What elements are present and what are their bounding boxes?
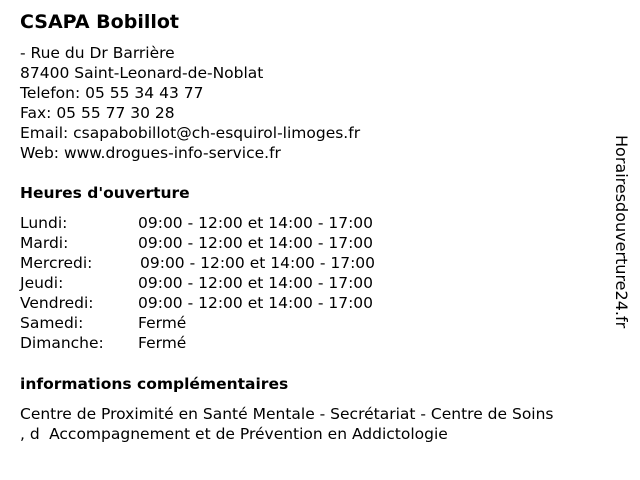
fax-number: Fax: 05 55 77 30 28 <box>20 104 175 122</box>
city-address: 87400 Saint-Leonard-de-Noblat <box>20 64 264 82</box>
day-hours: 09:00 - 12:00 et 14:00 - 17:00 <box>138 294 374 312</box>
additional-info-line: Centre de Proximité en Santé Mentale - Secrétariat - Centre de Soins <box>20 405 554 423</box>
street-address: - Rue du Dr Barrière <box>20 44 175 62</box>
day-hours: 09:00 - 12:00 et 14:00 - 17:00 <box>140 254 376 272</box>
hours-row <box>20 213 440 233</box>
watermark <box>612 135 634 345</box>
additional-info-heading: informations complémentaires <box>20 375 289 393</box>
opening-hours-heading: Heures d'ouverture <box>20 184 190 202</box>
day-label: Lundi: <box>20 214 68 232</box>
day-label: Samedi: <box>20 314 84 332</box>
email-address: Email: csapabobillot@ch-esquirol-limoges.fr <box>20 124 361 142</box>
hours-row <box>20 333 440 353</box>
hours-row <box>20 313 440 333</box>
day-hours: 09:00 - 12:00 et 14:00 - 17:00 <box>138 234 374 252</box>
website: Web: www.drogues-info-service.fr <box>20 144 281 162</box>
day-label: Mercredi: <box>20 254 93 272</box>
hours-row <box>20 233 440 253</box>
watermark-text: Horairesdouverture24.fr <box>612 135 631 329</box>
additional-info-text <box>20 404 628 444</box>
day-label: Vendredi: <box>20 294 94 312</box>
day-hours: 09:00 - 12:00 et 14:00 - 17:00 <box>138 274 374 292</box>
day-hours: Fermé <box>138 334 187 352</box>
phone-number: Telefon: 05 55 34 43 77 <box>20 84 204 102</box>
day-hours: Fermé <box>138 314 187 332</box>
contact-block <box>20 43 360 163</box>
hours-row <box>20 273 440 293</box>
day-label: Jeudi: <box>20 274 64 292</box>
page-title: CSAPA Bobillot <box>20 11 179 33</box>
hours-row <box>20 253 440 273</box>
day-label: Dimanche: <box>20 334 104 352</box>
day-hours: 09:00 - 12:00 et 14:00 - 17:00 <box>138 214 374 232</box>
additional-info-line: , dAccompagnement et de Prévention en Addictologie <box>20 425 448 443</box>
opening-hours-table <box>20 213 440 353</box>
day-label: Mardi: <box>20 234 69 252</box>
hours-row <box>20 293 440 313</box>
